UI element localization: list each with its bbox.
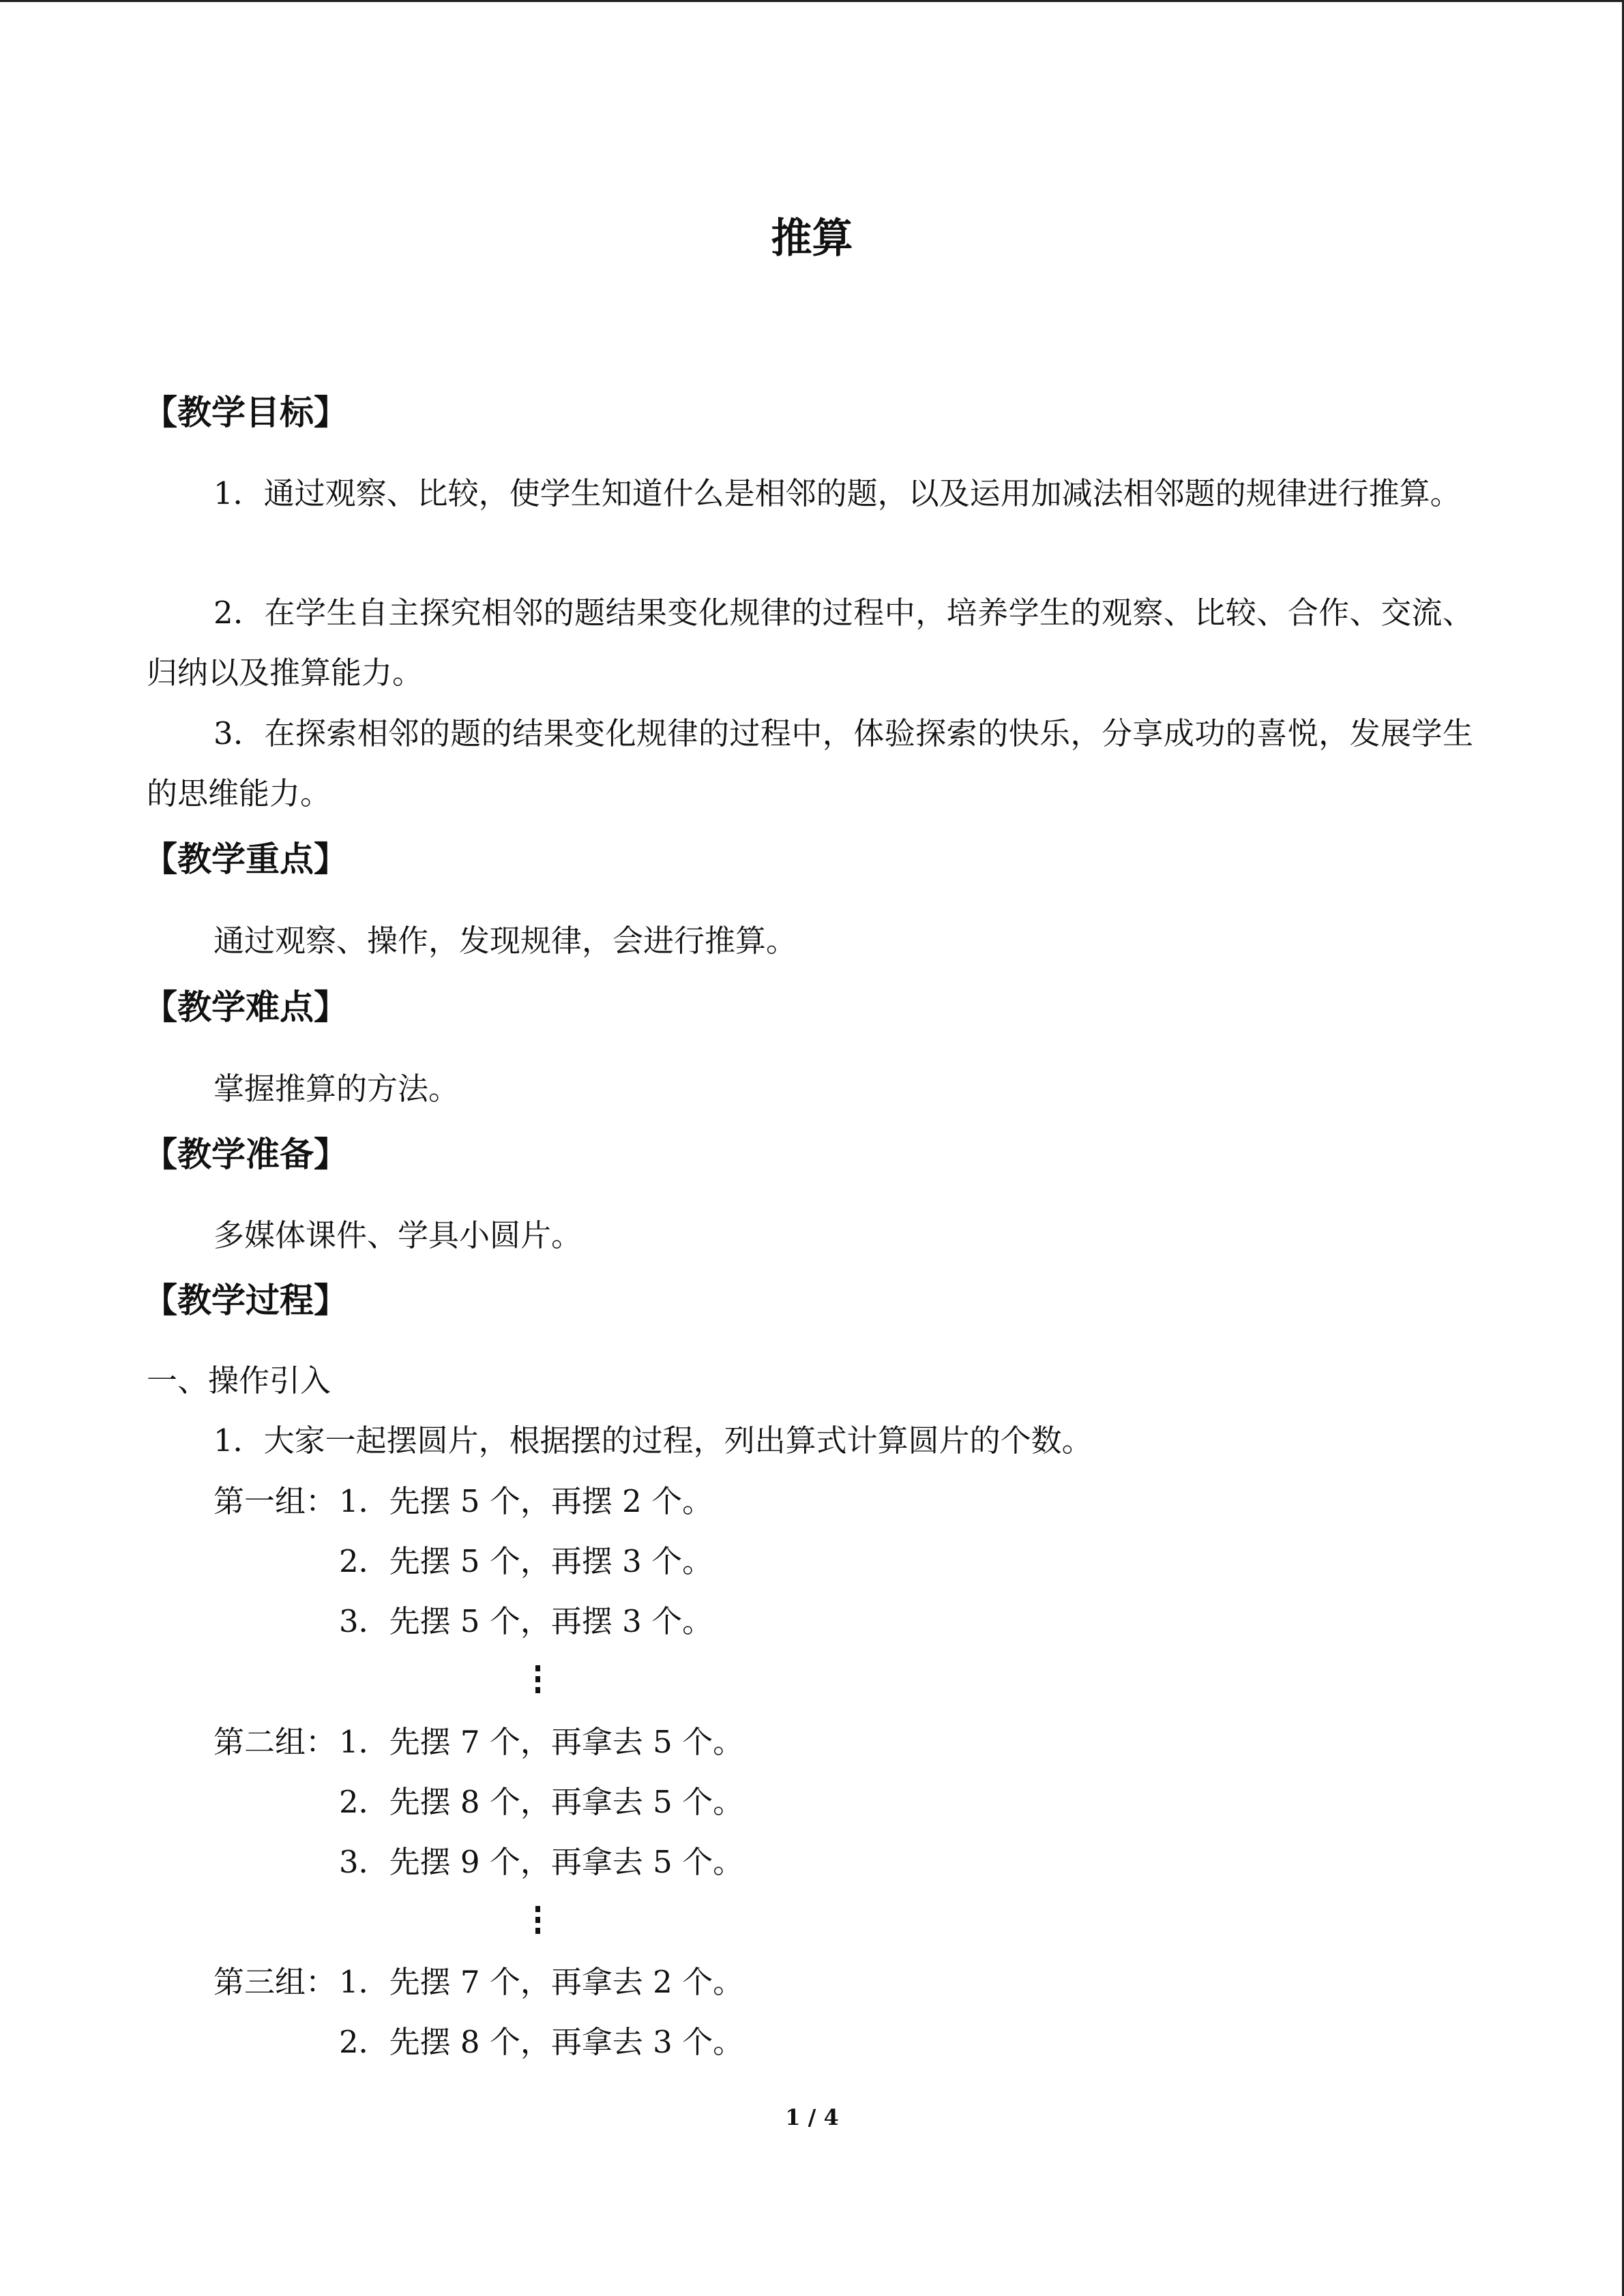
process-heading: 【教学过程】 — [143, 1281, 348, 1320]
objectives-heading: 【教学目标】 — [143, 393, 348, 432]
group-1-line-3: 3．先摆 5 个，再摆 3 个。 — [339, 1603, 713, 1639]
page-title: 推算 — [771, 215, 853, 263]
group-2-line-3: 3．先摆 9 个，再拿去 5 个。 — [339, 1844, 744, 1880]
difficulties-heading: 【教学难点】 — [143, 987, 348, 1027]
process-part1-title: 一、操作引入 — [147, 1362, 331, 1399]
group-2-line-1: 1．先摆 7 个，再拿去 5 个。 — [339, 1724, 744, 1760]
group-1-line-2: 2．先摆 5 个，再摆 3 个。 — [339, 1543, 713, 1579]
page-number: 1 / 4 — [785, 2104, 839, 2130]
process-intro: 1．大家一起摆圆片，根据摆的过程，列出算式计算圆片的个数。 — [213, 1422, 1093, 1459]
objective-item-3: 3．在探索相邻的题的结果变化规律的过程中，体验探索的快乐，分享成功的喜悦，发展学生的思维能力。 — [147, 715, 1473, 811]
ellipsis-icon — [535, 1665, 542, 1706]
group-2-line-2: 2．先摆 8 个，再拿去 5 个。 — [339, 1784, 744, 1820]
group-2-label: 第二组： — [213, 1724, 337, 1760]
group-3-line-2: 2．先摆 8 个，再拿去 3 个。 — [339, 2024, 744, 2060]
group-1-label: 第一组： — [213, 1483, 337, 1519]
group-3-label: 第三组： — [213, 1964, 337, 2000]
ellipsis-icon — [535, 1906, 542, 1947]
difficulties-text: 掌握推算的方法。 — [213, 1071, 460, 1107]
key-points-heading: 【教学重点】 — [143, 839, 348, 879]
objective-item-2: 2．在学生自主探究相邻的题结果变化规律的过程中，培养学生的观察、比较、合作、交流、归纳以及推算能力。 — [147, 595, 1473, 691]
group-1-line-1: 1．先摆 5 个，再摆 2 个。 — [339, 1483, 713, 1519]
preparation-text: 多媒体课件、学具小圆片。 — [213, 1217, 582, 1253]
preparation-heading: 【教学准备】 — [143, 1135, 348, 1174]
key-points-text: 通过观察、操作，发现规律，会进行推算。 — [213, 923, 797, 959]
group-3-line-1: 1．先摆 7 个，再拿去 2 个。 — [339, 1964, 744, 2000]
objective-item-1: 1．通过观察、比较，使学生知道什么是相邻的题，以及运用加减法相邻题的规律进行推算。 — [213, 475, 1461, 511]
